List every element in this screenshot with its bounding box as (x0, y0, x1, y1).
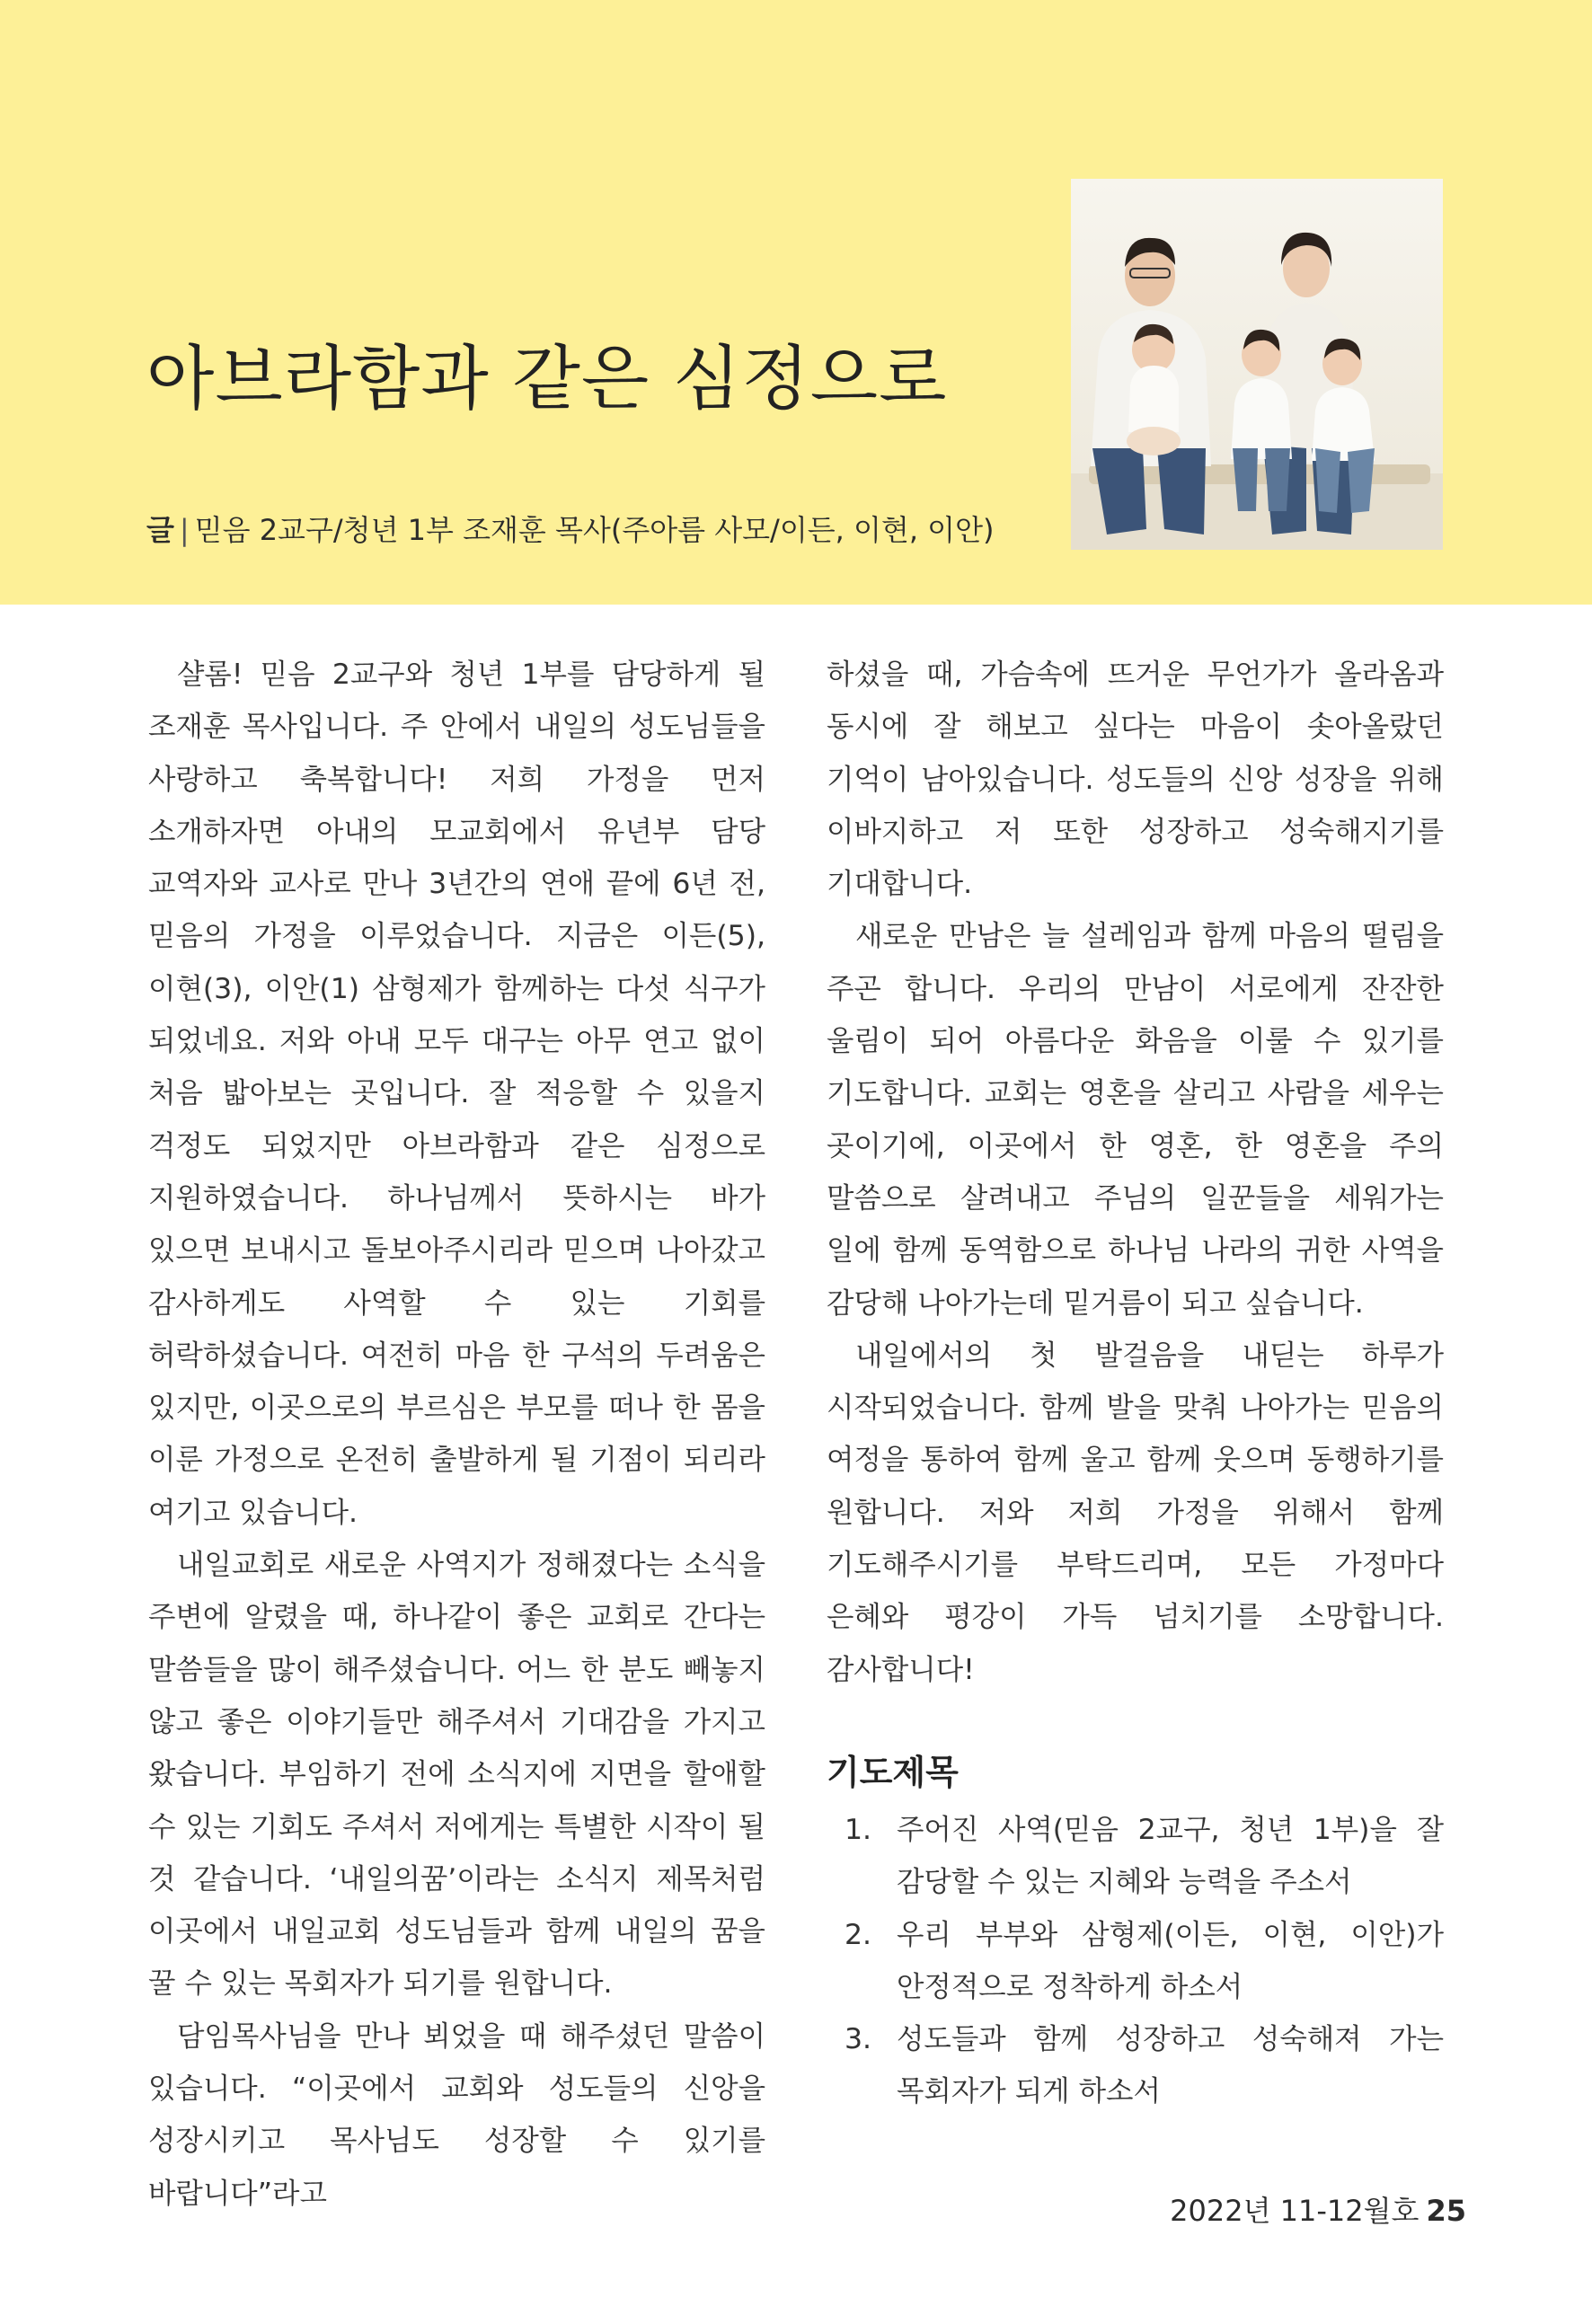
header-band (0, 0, 1592, 605)
prayer-item-text: 성도들과 함께 성장하고 성숙해져 가는 목회자가 되게 하소서 (897, 2023, 1444, 2108)
page-number: 25 (1426, 2194, 1466, 2228)
byline (146, 508, 994, 552)
article-title: 아브라함과 같은 심정으로 (146, 339, 948, 420)
body-paragraph: 내일에서의 첫 발걸음을 내딛는 하루가 시작되었습니다. 함께 발을 맞춰 나아가는 믿음의 여정을 통하여 함께 울고 함께 웃으며 동행하기를 원합니다. 저와 저희 가정을 위해서 함께 기도해주시기를 부탁드리며, 모든 가정마다 은혜와 평강이 가득 넘치기를 소망합니다. 감사합니다! (827, 1339, 1444, 1686)
prayer-item-number: 2. (845, 1918, 872, 1951)
prayer-list (827, 1804, 1444, 2118)
byline-separator: | (179, 513, 190, 547)
body-paragraph: 담임목사님을 만나 뵈었을 때 해주셨던 말씀이 있습니다. “이곳에서 교회와 성도들의 신앙을 성장시키고 목사님도 성장할 수 있기를 바랍니다”라고 (148, 2019, 765, 2210)
byline-author: 믿음 2교구/청년 1부 조재훈 목사(주아름 사모/이든, 이현, 이안) (194, 513, 995, 547)
prayer-item-number: 1. (845, 1813, 872, 1846)
prayer-item-number: 3. (845, 2023, 872, 2056)
prayer-section-title: 기도제목 (827, 1752, 959, 1792)
page-footer (1170, 2189, 1466, 2232)
prayer-item (845, 1804, 1444, 1909)
body-paragraph: 새로운 만남은 늘 설레임과 함께 마음의 떨림을 주곤 합니다. 우리의 만남이 서로에게 잔잔한 울림이 되어 아름다운 화음을 이룰 수 있기를 기도합니다. 교회는 영혼을 살리고 사람을 세우는 곳이기에, 이곳에서 한 영혼, 한 영혼을 주의 말씀으로 살려내고 주님의 일꾼들을 세워가는 일에 함께 동역함으로 하나님 나라의 귀한 사역을 감당해 나아가는데 밑거름이 되고 싶습니다. (827, 920, 1444, 1320)
body-paragraph-continued: 하셨을 때, 가슴속에 뜨거운 무언가가 올라옴과 동시에 잘 해보고 싶다는 마음이 솟아올랐던 기억이 남아있습니다. 성도들의 신앙 성장을 위해 이바지하고 저 또한 성장하고 성숙해지기를 기대합니다. (827, 658, 1444, 901)
prayer-item-text: 주어진 사역(믿음 2교구, 청년 1부)을 잘 감당할 수 있는 지혜와 능력을 주소서 (897, 1813, 1444, 1899)
prayer-item (845, 2013, 1444, 2118)
family-photo (1071, 179, 1443, 550)
prayer-item (845, 1909, 1444, 2014)
article-body-left (148, 649, 765, 2220)
article-body-right (827, 649, 1444, 2118)
byline-label: 글 (146, 513, 174, 547)
body-paragraph: 내일교회로 새로운 사역지가 정해졌다는 소식을 주변에 알렸을 때, 하나같이 좋은 교회로 간다는 말씀들을 많이 해주셨습니다. 어느 한 분도 빼놓지 않고 좋은 이야기들만 해주셔서 기대감을 가지고 왔습니다. 부임하기 전에 소식지에 지면을 할애할 수 있는 기회도 주셔서 저에게는 특별한 시작이 될 것 같습니다. ‘내일의꿈’이라는 소식지 제목처럼 이곳에서 내일교회 성도님들과 함께 내일의 꿈을 꿀 수 있는 목회자가 되기를 원합니다. (148, 1549, 765, 2001)
issue-label: 2022년 11-12월호 (1170, 2194, 1420, 2228)
body-paragraph: 샬롬! 믿음 2교구와 청년 1부를 담당하게 될 조재훈 목사입니다. 주 안에서 내일의 성도님들을 사랑하고 축복합니다! 저희 가정을 먼저 소개하자면 아내의 모교회에서 유년부 담당 교역자와 교사로 만나 3년간의 연애 끝에 6년 전, 믿음의 가정을 이루었습니다. 지금은 이든(5), 이현(3), 이안(1) 삼형제가 함께하는 다섯 식구가 되었네요. 저와 아내 모두 대구는 아무 연고 없이 처음 밟아보는 곳입니다. 잘 적응할 수 있을지 걱정도 되었지만 아브라함과 같은 심정으로 지원하였습니다. 하나님께서 뜻하시는 바가 있으면 보내시고 돌보아주시리라 믿으며 나아갔고 감사하게도 사역할 수 있는 기회를 허락하셨습니다. 여전히 마음 한 구석의 두려움은 있지만, 이곳으로의 부르심은 부모를 떠나 한 몸을 이룬 가정으로 온전히 출발하게 될 기점이 되리라 여기고 있습니다. (148, 658, 765, 1529)
prayer-item-text: 우리 부부와 삼형제(이든, 이현, 이안)가 안정적으로 정착하게 하소서 (897, 1918, 1444, 2003)
